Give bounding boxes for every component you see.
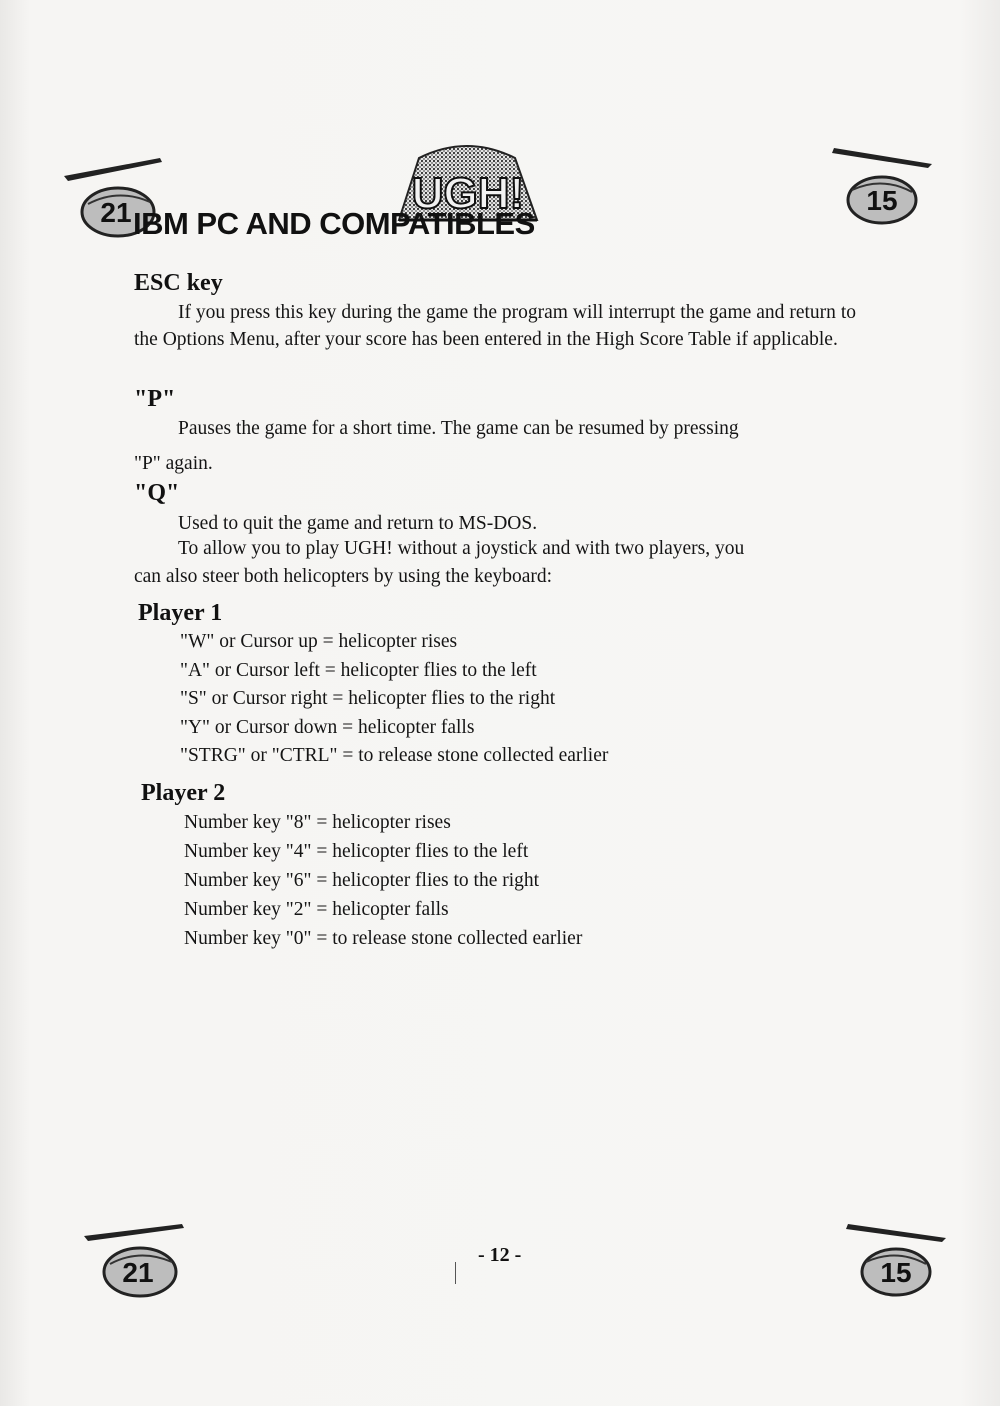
helicopter-icon [828, 138, 938, 228]
player2-control-item: Number key "6" = helicopter flies to the right [184, 870, 540, 891]
helicopter-badge-bottom-left [82, 1212, 192, 1302]
esc-key-description: If you press this key during the game the program will interrupt the game and return to the Options Menu, after your score has been entered in the High Score Table if applicable. [134, 302, 856, 350]
page-number: - 12 - [478, 1244, 522, 1266]
helicopter-icon [842, 1212, 952, 1302]
page-heading: IBM PC AND COMPATIBLES [133, 206, 535, 241]
player1-control-item: "Y" or Cursor down = helicopter falls [180, 717, 475, 738]
p-key-description-line1: Pauses the game for a short time. The game can be resumed by pressing [178, 418, 739, 439]
q-key-title: "Q" [134, 480, 180, 506]
player1-control-item: "A" or Cursor left = helicopter flies to the left [180, 660, 537, 681]
badge-number: 21 [122, 1257, 154, 1288]
keyboard-steering-intro-line2: can also steer both helicopters by using the keyboard: [134, 566, 553, 587]
p-key-description-line2: "P" again. [134, 453, 213, 474]
badge-number: 15 [880, 1257, 912, 1288]
helicopter-badge-top-right [828, 138, 938, 228]
player2-control-item: Number key "2" = helicopter falls [184, 899, 449, 920]
scan-mark [455, 1262, 456, 1284]
esc-key-title: ESC key [134, 270, 223, 296]
player2-control-item: Number key "4" = helicopter flies to the left [184, 841, 529, 862]
p-key-title: "P" [134, 386, 176, 412]
player1-control-item: "W" or Cursor up = helicopter rises [180, 631, 458, 652]
helicopter-badge-bottom-right [842, 1212, 952, 1302]
player1-title: Player 1 [138, 600, 223, 626]
player2-control-item: Number key "8" = helicopter rises [184, 812, 451, 833]
badge-number: 15 [866, 185, 898, 216]
badge-number: 21 [100, 197, 132, 228]
player2-title: Player 2 [141, 780, 226, 806]
logo-text: UGH! [411, 169, 525, 218]
player1-control-item: "S" or Cursor right = helicopter flies to the right [180, 688, 556, 709]
keyboard-steering-intro-line1: To allow you to play UGH! without a joystick and with two players, you [178, 538, 745, 559]
helicopter-icon [82, 1212, 192, 1302]
player2-control-item: Number key "0" = to release stone collected earlier [184, 928, 583, 949]
player1-control-item: "STRG" or "CTRL" = to release stone collected earlier [180, 745, 609, 766]
q-key-description-line1: Used to quit the game and return to MS-DOS. [178, 513, 538, 534]
